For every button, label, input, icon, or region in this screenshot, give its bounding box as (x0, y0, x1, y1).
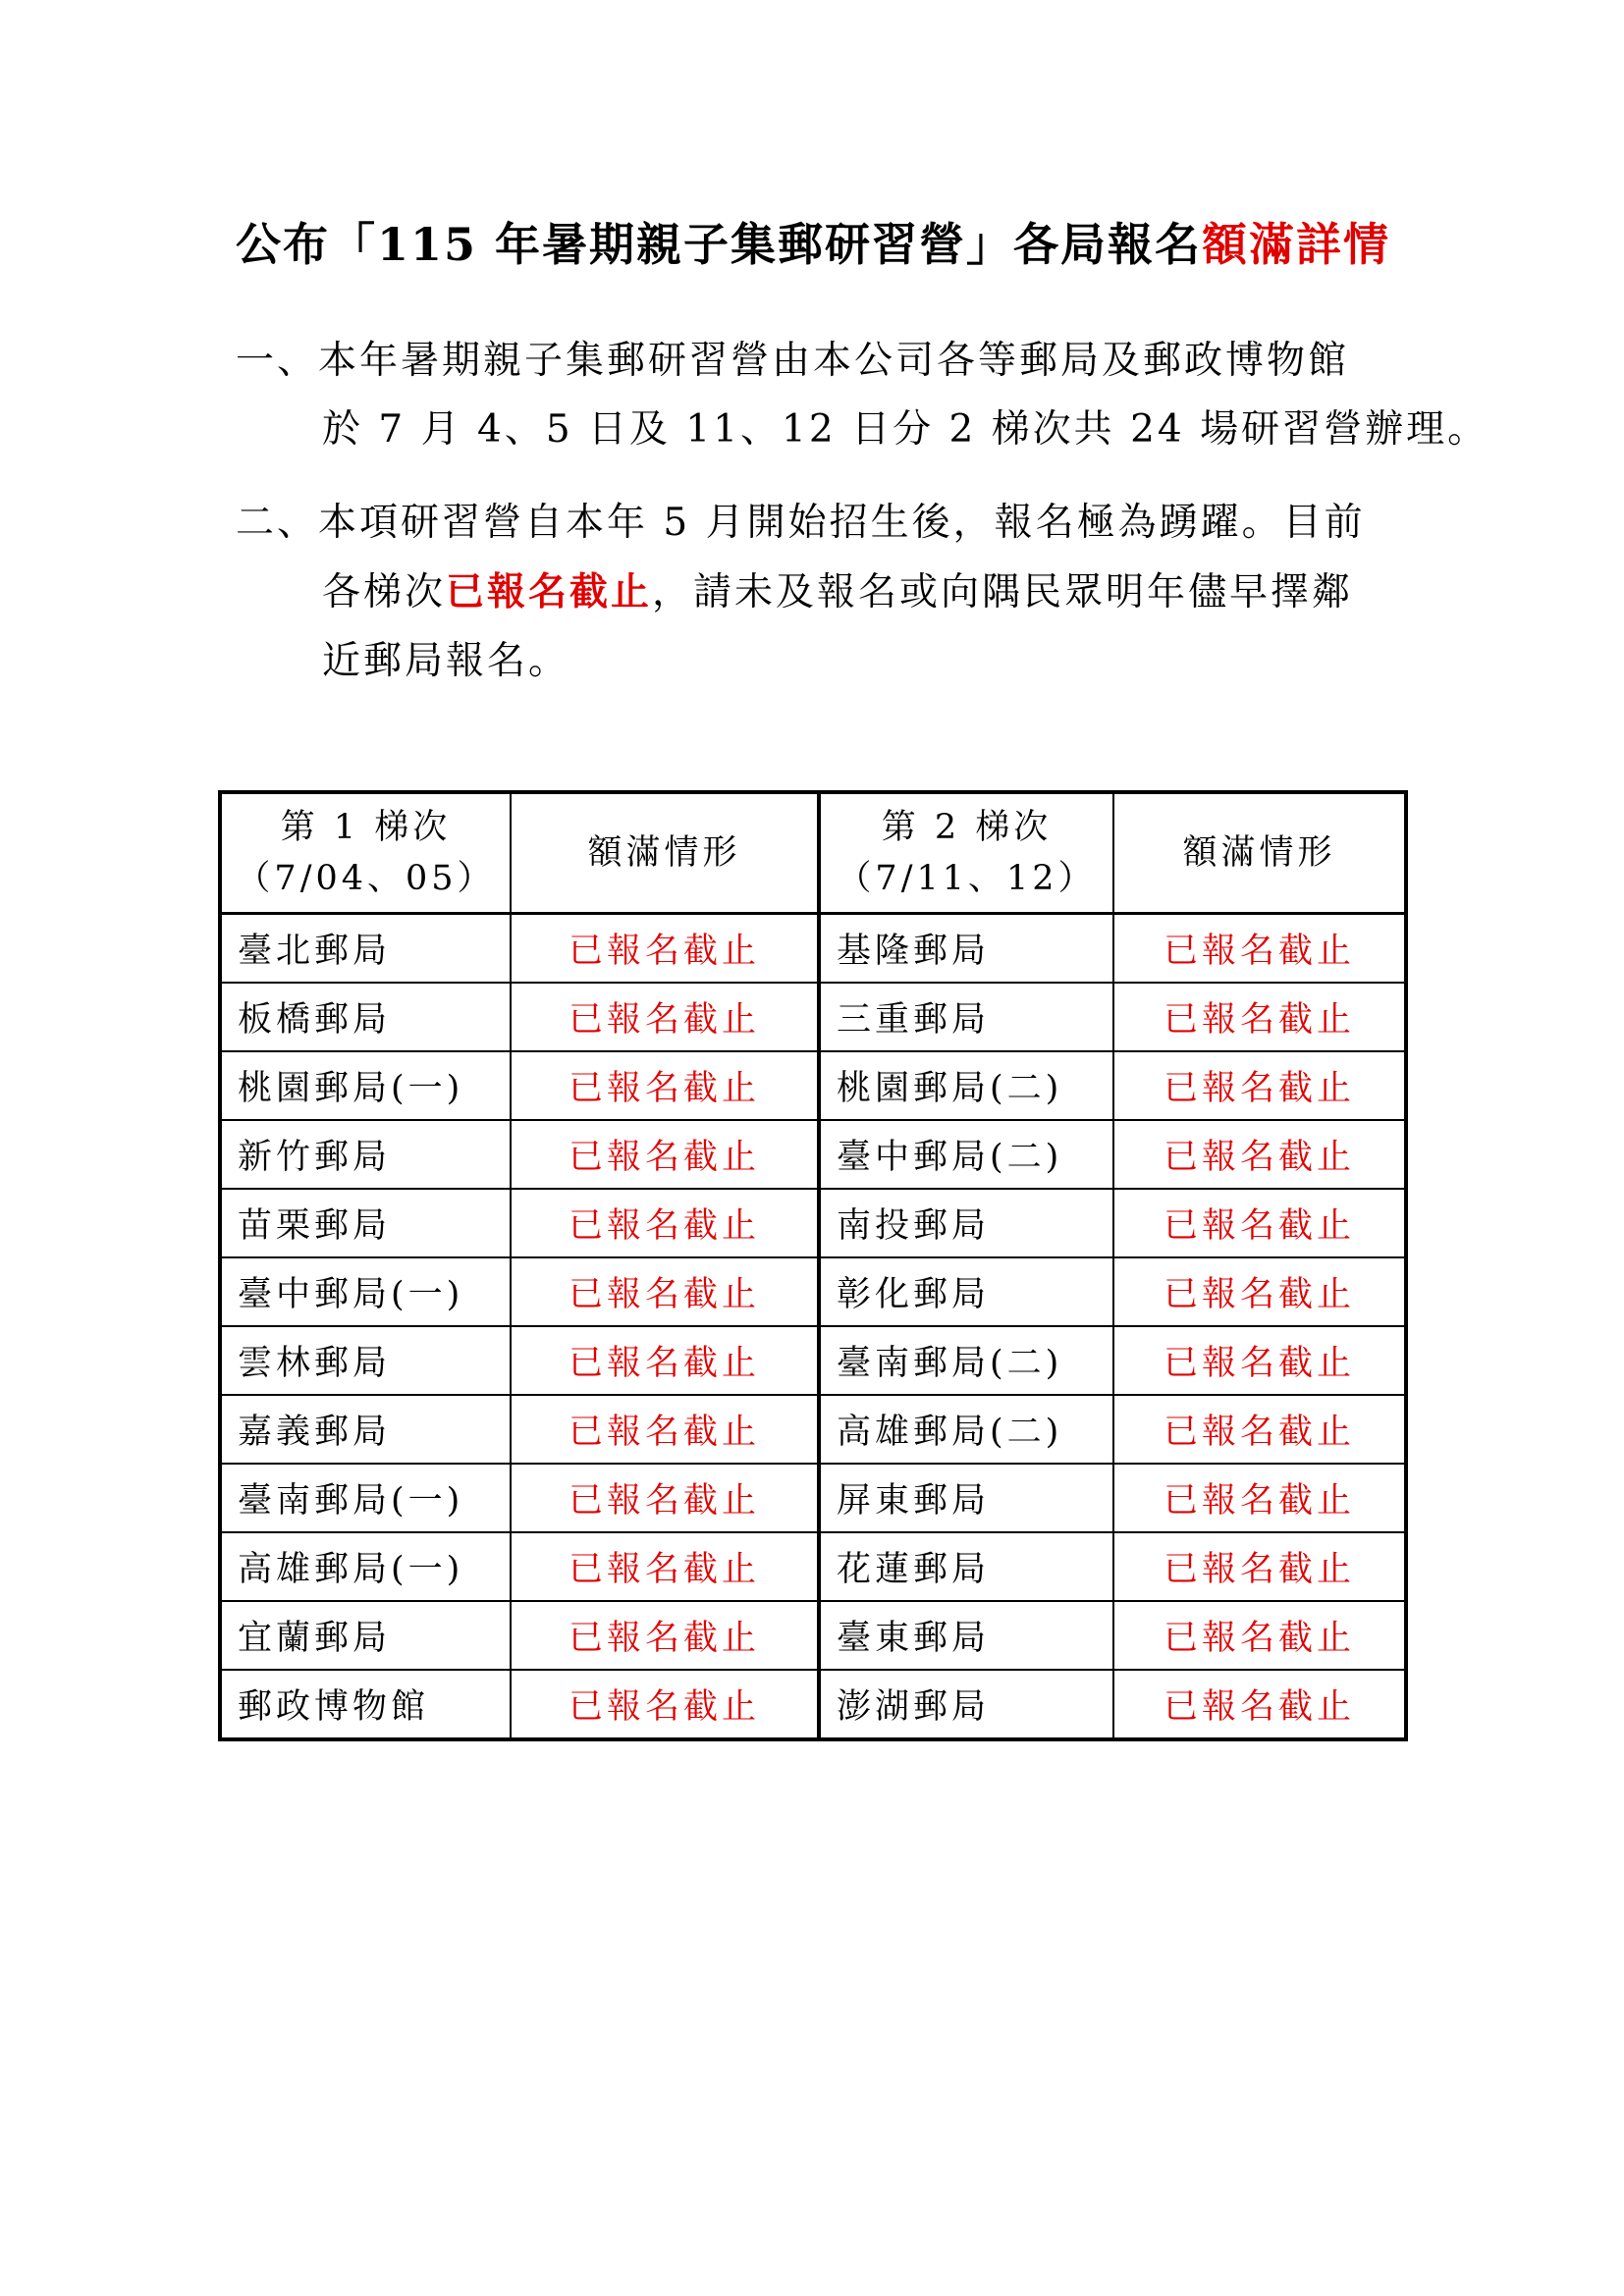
table-row (220, 1257, 1406, 1326)
table-row (220, 983, 1406, 1051)
header-status-2: 額滿情形 (1113, 792, 1406, 914)
batch-1-status: 已報名截止 (511, 1189, 819, 1257)
closure-table (218, 790, 1408, 1741)
batch-1-status: 已報名截止 (511, 983, 819, 1051)
table-row (220, 1326, 1406, 1395)
batch-1-status: 已報名截止 (511, 1051, 819, 1120)
batch-2-office: 臺東郵局 (819, 1601, 1113, 1670)
batch-1-status: 已報名截止 (511, 1670, 819, 1739)
batch-1-status: 已報名截止 (511, 1395, 819, 1464)
title-highlight: 額滿詳情 (1202, 218, 1391, 271)
batch-2-office: 南投郵局 (819, 1189, 1113, 1257)
batch-1-office: 臺中郵局(一) (220, 1257, 511, 1326)
table-row (220, 1189, 1406, 1257)
batch-1-status: 已報名截止 (511, 1601, 819, 1670)
batch-2-office: 桃園郵局(二) (819, 1051, 1113, 1120)
batch-2-status: 已報名截止 (1113, 1464, 1406, 1532)
batch-1-status: 已報名截止 (511, 914, 819, 984)
header-batch-1-name: 第 1 梯次 (280, 808, 452, 847)
header-batch-2-dates: （7/11、12） (837, 859, 1097, 898)
batch-2-office: 花蓮郵局 (819, 1532, 1113, 1601)
header-batch-1 (220, 792, 511, 914)
batch-2-status: 已報名截止 (1113, 1257, 1406, 1326)
table-row (220, 1120, 1406, 1189)
batch-1-office: 雲林郵局 (220, 1326, 511, 1395)
paragraph-2-line-2-after: ，請未及報名或向隅民眾明年儘早擇鄰 (652, 570, 1354, 614)
page-title (236, 210, 1414, 279)
batch-2-status: 已報名截止 (1113, 1189, 1406, 1257)
paragraph-2-line-1: 二、本項研習營自本年 5 月開始招生後，報名極為踴躍。目前 (236, 501, 1366, 545)
batch-1-status: 已報名截止 (511, 1464, 819, 1532)
batch-1-office: 嘉義郵局 (220, 1395, 511, 1464)
batch-2-status: 已報名截止 (1113, 1532, 1406, 1601)
table-row (220, 1464, 1406, 1532)
batch-1-office: 新竹郵局 (220, 1120, 511, 1189)
batch-2-office: 彰化郵局 (819, 1257, 1113, 1326)
table-row (220, 1051, 1406, 1120)
batch-1-status: 已報名截止 (511, 1120, 819, 1189)
title-prefix: 公布「115 年暑期親子集郵研習營」各局報名 (236, 218, 1203, 271)
batch-2-office: 屏東郵局 (819, 1464, 1113, 1532)
batch-1-office: 臺南郵局(一) (220, 1464, 511, 1532)
batch-2-status: 已報名截止 (1113, 1601, 1406, 1670)
batch-1-office: 板橋郵局 (220, 983, 511, 1051)
batch-2-status: 已報名截止 (1113, 1051, 1406, 1120)
table-row (220, 1601, 1406, 1670)
table-row (220, 1395, 1406, 1464)
batch-1-office: 臺北郵局 (220, 914, 511, 984)
batch-2-status: 已報名截止 (1113, 983, 1406, 1051)
paragraph-2-line-2-before: 各梯次 (322, 570, 447, 614)
table-row (220, 1670, 1406, 1739)
batch-1-status: 已報名截止 (511, 1257, 819, 1326)
paragraph-1-line-2: 於 7 月 4、5 日及 11、12 日分 2 梯次共 24 場研習營辦理。 (322, 407, 1489, 452)
batch-2-office: 高雄郵局(二) (819, 1395, 1113, 1464)
batch-1-office: 郵政博物館 (220, 1670, 511, 1739)
batch-2-office: 三重郵局 (819, 983, 1113, 1051)
header-batch-2-name: 第 2 梯次 (881, 808, 1053, 847)
batch-1-office: 宜蘭郵局 (220, 1601, 511, 1670)
batch-1-status: 已報名截止 (511, 1326, 819, 1395)
batch-2-status: 已報名截止 (1113, 1395, 1406, 1464)
table-body (220, 914, 1406, 1740)
paragraph-2-line-2 (236, 558, 1404, 627)
batch-2-office: 臺中郵局(二) (819, 1120, 1113, 1189)
paragraph-1-line-1: 一、本年暑期親子集郵研習營由本公司各等郵局及郵政博物館 (236, 339, 1350, 383)
batch-2-office: 澎湖郵局 (819, 1670, 1113, 1739)
batch-2-status: 已報名截止 (1113, 1120, 1406, 1189)
batch-2-status: 已報名截止 (1113, 914, 1406, 984)
header-batch-1-dates: （7/04、05） (236, 859, 496, 898)
batch-2-office: 臺南郵局(二) (819, 1326, 1113, 1395)
table-row (220, 914, 1406, 984)
paragraph-2-line-3: 近郵局報名。 (322, 639, 570, 683)
paragraph-1 (236, 327, 1489, 464)
batch-2-status: 已報名截止 (1113, 1326, 1406, 1395)
batch-1-office: 苗栗郵局 (220, 1189, 511, 1257)
batch-2-status: 已報名截止 (1113, 1670, 1406, 1739)
table-header-row (220, 792, 1406, 914)
paragraph-2-highlight: 已報名截止 (446, 569, 653, 614)
batch-1-office: 桃園郵局(一) (220, 1051, 511, 1120)
paragraph-2 (236, 489, 1404, 696)
batch-1-status: 已報名截止 (511, 1532, 819, 1601)
header-status-1: 額滿情形 (511, 792, 819, 914)
batch-2-office: 基隆郵局 (819, 914, 1113, 984)
header-batch-2 (819, 792, 1113, 914)
table-row (220, 1532, 1406, 1601)
batch-1-office: 高雄郵局(一) (220, 1532, 511, 1601)
